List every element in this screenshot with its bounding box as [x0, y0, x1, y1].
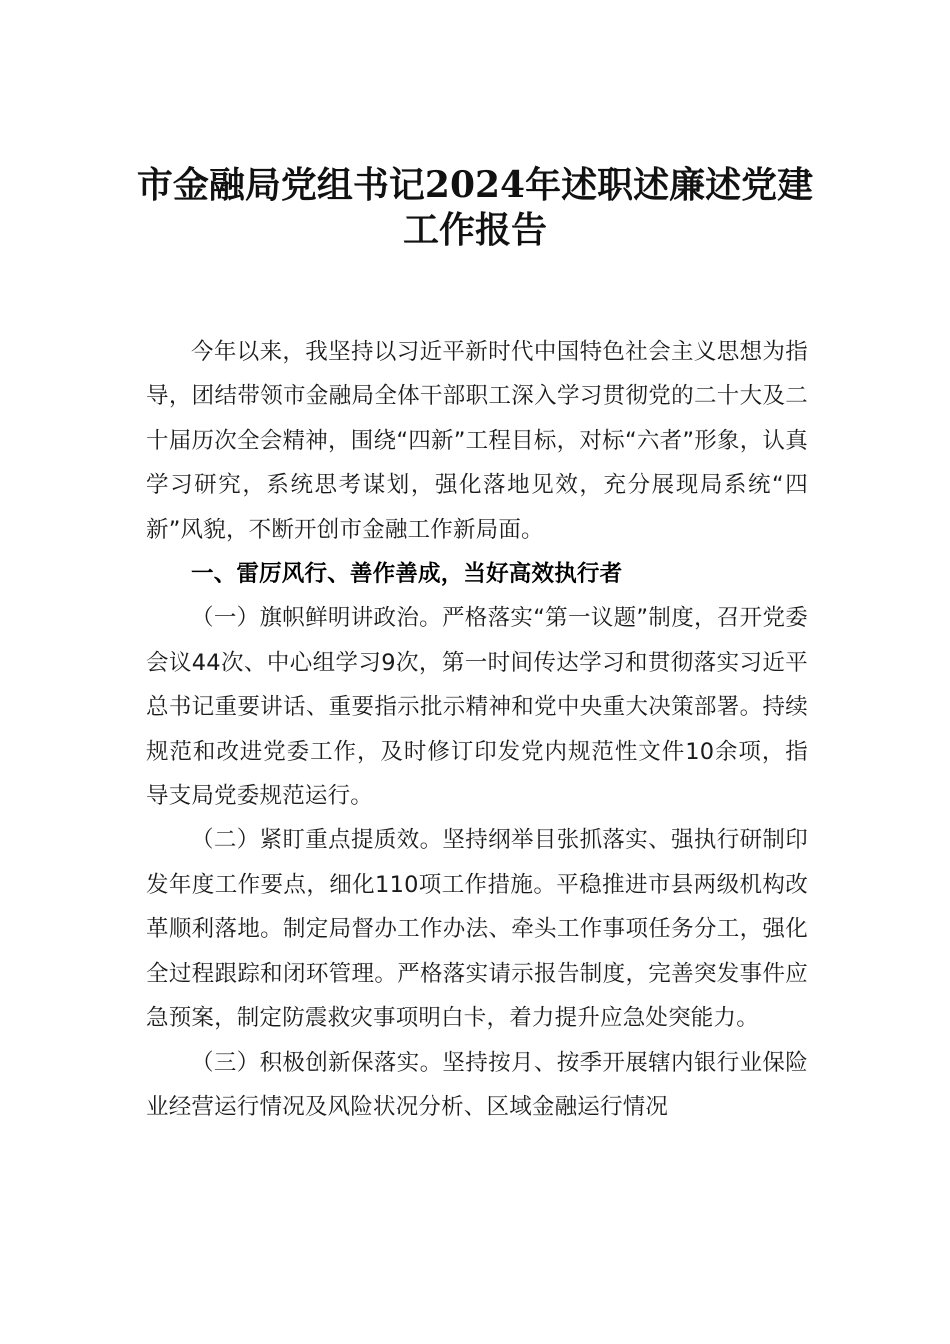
document-body	[146, 330, 808, 1129]
intro-paragraph: 今年以来，我坚持以习近平新时代中国特色社会主义思想为指导，团结带领市金融局全体干部职工深入学习贯彻党的二十大及二十届历次全会精神，围绕“四新”工程目标，对标“六者”形象，认真学习研究，系统思考谋划，强化落地见效，充分展现局系统“四新”风貌，不断开创市金融工作新局面。	[146, 339, 808, 543]
subsection-paragraph-3: （三）积极创新保落实。坚持按月、按季开展辖内银行业保险业经营运行情况及风险状况分析、区域金融运行情况	[146, 1049, 808, 1120]
document-title-line-1: 市金融局党组书记2024年述职述廉述党建	[136, 164, 814, 206]
subsection-paragraph-2: （二）紧盯重点提质效。坚持纲举目张抓落实、强执行研制印发年度工作要点，细化110项工作措施。平稳推进市县两级机构改革顺利落地。制定局督办工作办法、牵头工作事项任务分工，强化全过程跟踪和闭环管理。严格落实请示报告制度，完善突发事件应急预案，制定防震救灾事项明白卡，着力提升应急处突能力。	[146, 827, 808, 1032]
document-title-line-2: 工作报告	[402, 209, 547, 251]
subsection-paragraph-1: （一）旗帜鲜明讲政治。严格落实“第一议题”制度，召开党委会议44次、中心组学习9次，第一时间传达学习和贯彻落实习近平总书记重要讲话、重要指示批示精神和党中央重大决策部署。持续规范和改进党委工作，及时修订印发党内规范性文件10余项，指导支局党委规范运行。	[146, 605, 808, 810]
section-heading-1: 一、雷厉风行、善作善成，当好高效执行者	[191, 561, 623, 588]
